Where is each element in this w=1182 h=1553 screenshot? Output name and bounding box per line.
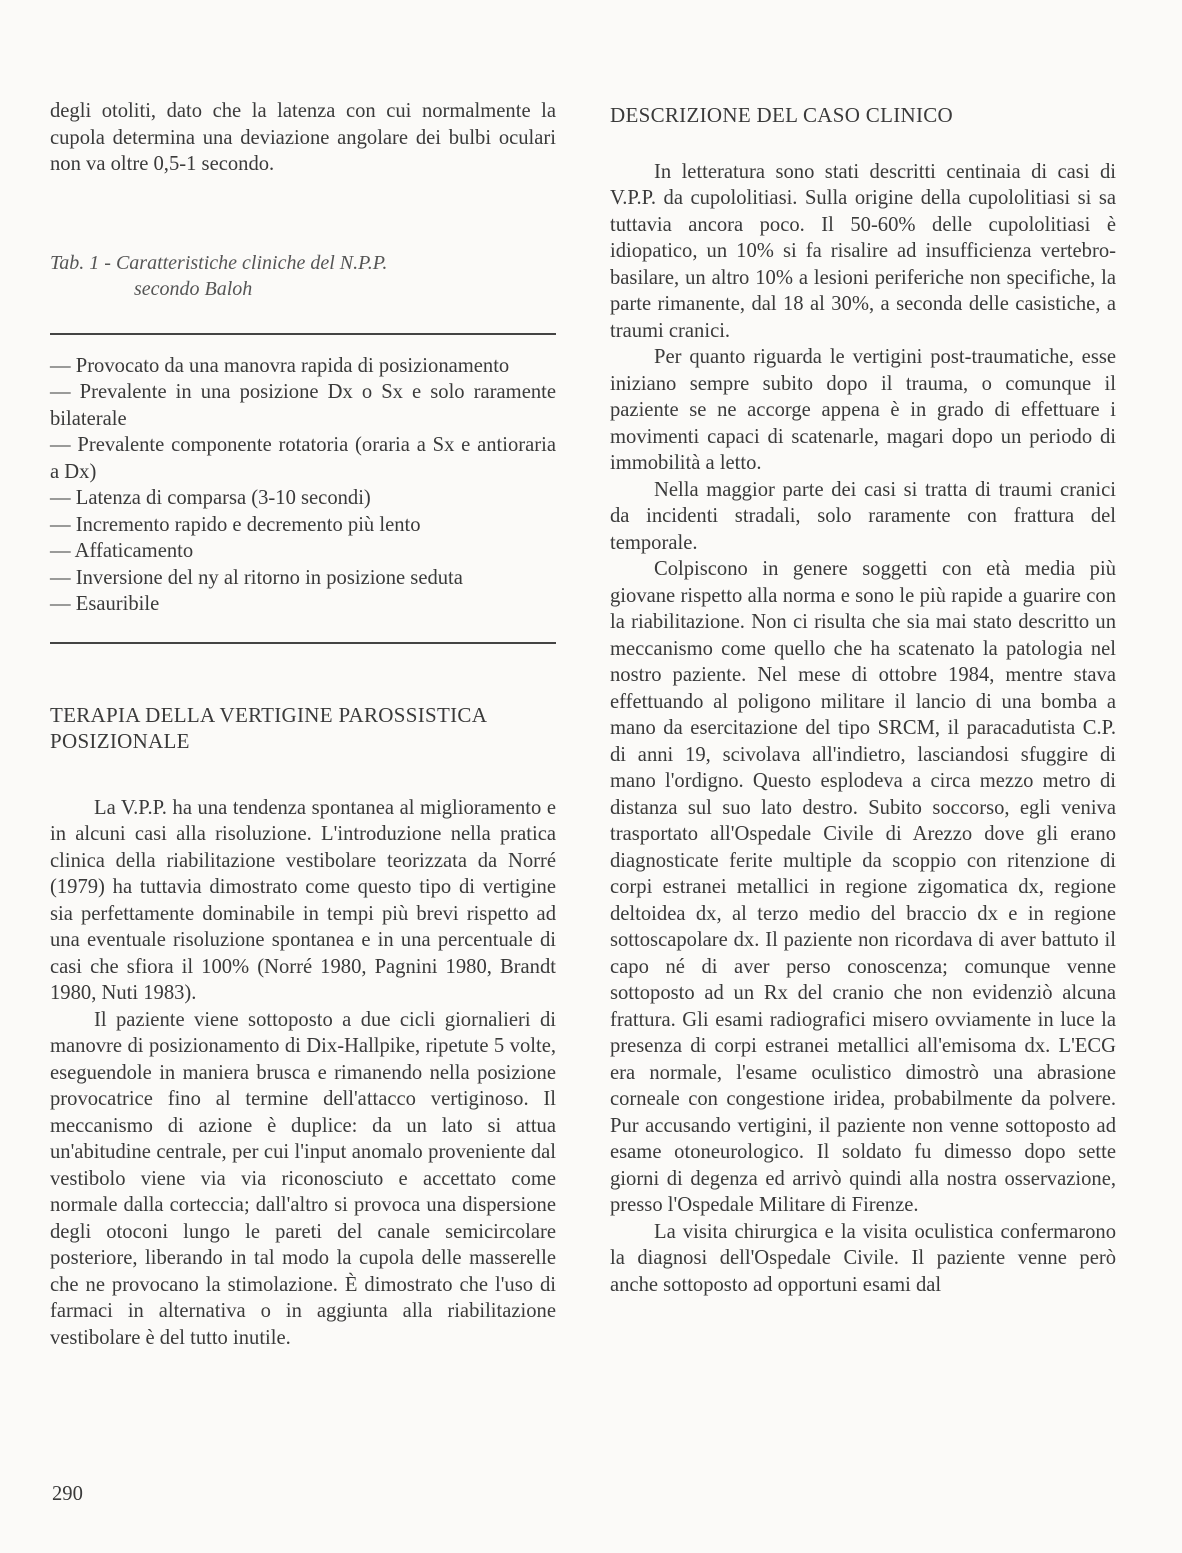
table-item: — Incremento rapido e decremento più lento [50,513,421,536]
intro-paragraph: degli otoliti, dato che la latenza con cui normalmente la cupola determina una deviazione angolare dei bulbi oculari non va oltre 0,5-1 secondo. [50,100,556,175]
body-paragraph: Per quanto riguarda le vertigini post-traumatiche, esse iniziano sempre subito dopo il trauma, o comunque il paziente se ne accorge appena è in grado di effettuare i movimenti capaci di scatenarle, magari dopo un periodo di immobilità a letto. [610,346,1116,474]
body-paragraph: Nella maggior parte dei casi si tratta di traumi cranici da incidenti stradali, solo raramente con frattura del temporale. [610,478,1116,554]
table-caption-subtitle: secondo Baloh [134,278,253,300]
body-paragraph: In letteratura sono stati descritti centinaia di casi di V.P.P. da cupololitiasi. Sulla origine della cupololitiasi si sa tuttavia ancora poco. Il 50-60% delle cupololitiasi è idiopatico, un 10% si fa risalire ad insufficienza vertebro-basilare, un altro 10% a lesioni periferiche non specifiche, la parte rimanente, dal 18 al 30%, a seconda delle casistiche, a traumi cranici. [610,160,1116,342]
table-item: — Provocato da una manovra rapida di posizionamento [50,354,510,377]
body-paragraph: La visita chirurgica e la visita oculistica confermarono la diagnosi dell'Ospedale Civile. Il paziente venne però anche sottoposto ad opportuni esami dal [610,1220,1116,1296]
table-caption [50,250,556,303]
table-bottom-rule [50,642,556,644]
table-item: — Prevalente componente rotatoria (oraria a Sx e antioraria a Dx) [50,434,556,483]
table-items [50,353,556,618]
body-paragraph: Il paziente viene sottoposto a due cicli giornalieri di manovre di posizionamento di Dix-Hallpike, ripetute 5 volte, eseguendole in maniera brusca e rimanendo nella posizione provocatrice fino al termine dell'attacco vertiginoso. Il meccanismo di azione è duplice: da un lato si attua un'abitudine centrale, per cui l'input anomalo proveniente dal vestibolo viene via via riconosciuto e accettato come normale dalla corteccia; dall'altro si provoca una dispersione degli otoconi lungo le pareti del canale semicircolare posteriore, liberando in tal modo la cupola delle masserelle che ne provocano la stimolazione. È dimostrato che l'uso di farmaci in alternativa o in aggiunta alla riabilitazione vestibolare è del tutto inutile. [50,1008,556,1349]
body-paragraph: Colpiscono in genere soggetti con età media più giovane rispetto alla norma e sono le più rapide a guarire con la riabilitazione. Non ci risulta che sia mai stato descritto un meccanismo come quello che ha scatenato la patologia nel nostro paziente. Nel mese di ottobre 1984, mentre stava effettuando al poligono militare il lancio di una bomba a mano da esercitazione del tipo SRCM, il paracadutista C.P. di anni 19, scivolava all'indietro, lasciandosi sfuggire di mano l'ordigno. Questo esplodeva a circa mezzo metro di distanza sul suo lato destro. Subito soccorso, egli veniva trasportato all'Ospedale Civile di Arezzo dove gli erano diagnosticate ferite multiple da scoppio con ritenzione di corpi estranei metallici in regione zigomatica dx, regione deltoidea dx, al terzo medio del braccio dx e in regione sottoscapolare dx. Il paziente non ricordava di aver battuto il capo né di aver perso conoscenza; comunque venne sottoposto ad un Rx del cranio che non evidenziò alcuna frattura. Gli esami radiografici misero ovviamente in luce la presenza di corpi estranei metallici all'emisoma dx. L'ECG era normale, l'esame oculistico dimostrò una abrasione corneale con congestione iridea, probabilmente da polvere. Pur accusando vertigini, il paziente non venne sottoposto ad esame otoneurologico. Il soldato fu dimesso dopo sette giorni di degenza ed arrivò quindi alla nostra osservazione, presso l'Ospedale Militare di Firenze. [610,558,1116,1216]
section-heading-case: DESCRIZIONE DEL CASO CLINICO [610,103,954,127]
body-paragraph: La V.P.P. ha una tendenza spontanea al miglioramento e in alcuni casi alla risoluzione. L'introduzione nella pratica clinica della riabilitazione vestibolare teorizzata da Norré (1979) ha tuttavia dimostrato come questo tipo di vertigine sia perfettamente dominabile in tempi più brevi rispetto ad una eventuale risoluzione spontanea e in una percentuale di casi che sfiora il 100% (Norré 1980, Pagnini 1980, Brandt 1980, Nuti 1983). [50,796,556,1004]
table-item: — Inversione del ny al ritorno in posizione seduta [50,566,463,589]
table-top-rule [50,333,556,335]
table-item: — Affaticamento [50,540,194,562]
table-item: — Latenza di comparsa (3-10 secondi) [50,487,371,509]
table-item: — Esauribile [50,593,160,615]
section-heading-therapy: TERAPIA DELLA VERTIGINE PAROSSISTICA POSIZIONALE [50,702,486,753]
page-number: 290 [52,1483,83,1505]
table-caption-title: Tab. 1 - Caratteristiche cliniche del N.P.P. [50,251,388,274]
table-item: — Prevalente in una posizione Dx o Sx e solo raramente bilaterale [50,381,556,430]
left-column [50,98,556,1351]
right-column [610,98,1116,1298]
